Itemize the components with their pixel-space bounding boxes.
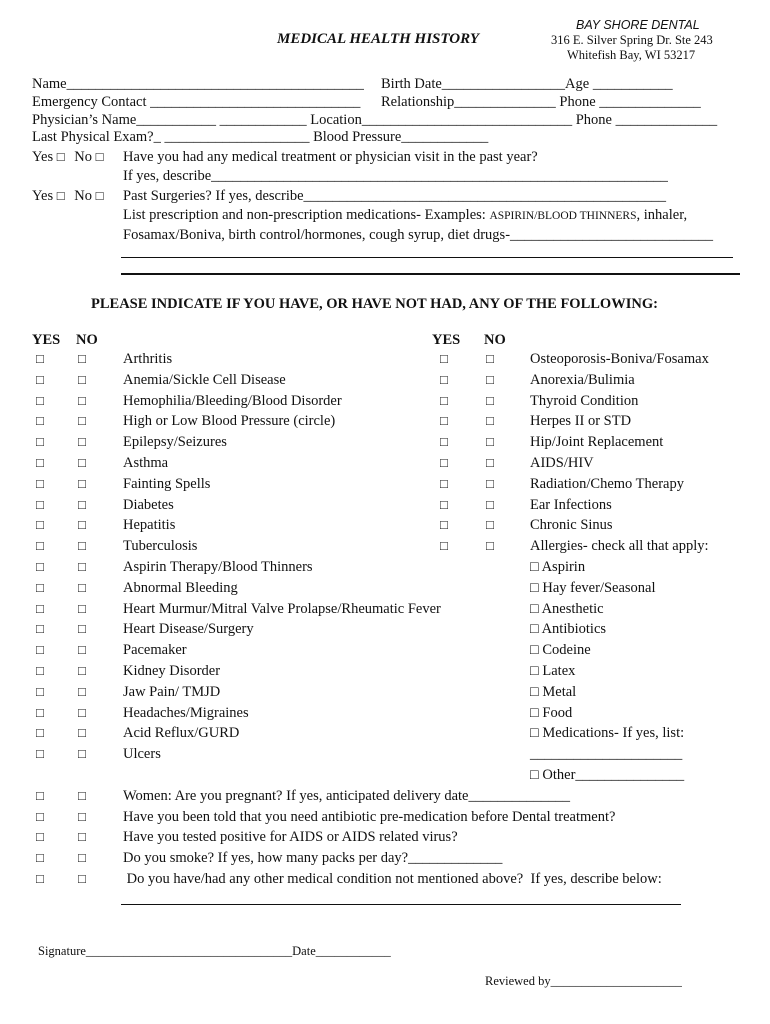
yes-checkbox[interactable]: □ xyxy=(36,600,44,616)
no-checkbox[interactable]: □ xyxy=(78,496,86,512)
no-checkbox[interactable]: □ xyxy=(78,704,86,720)
no-checkbox[interactable]: □ xyxy=(78,621,86,637)
medications-line1 xyxy=(123,206,687,225)
condition-label: Heart Murmur/Mitral Valve Prolapse/Rheumatic Fever xyxy=(123,600,441,617)
no-label: No xyxy=(74,149,92,165)
condition-label: Allergies- check all that apply: xyxy=(530,538,709,555)
condition-label: Thyroid Condition xyxy=(530,392,639,409)
yes-checkbox[interactable]: □ xyxy=(36,683,44,699)
condition-label: AIDS/HIV xyxy=(530,455,594,471)
allergy-option[interactable]: □ Latex xyxy=(530,663,576,679)
checkbox[interactable]: □ xyxy=(56,149,65,164)
no-checkbox[interactable]: □ xyxy=(78,683,86,699)
no-checkbox[interactable]: □ xyxy=(78,455,86,470)
allergy-option[interactable]: □ Food xyxy=(530,704,573,721)
no-checkbox[interactable]: □ xyxy=(78,663,86,678)
no-checkbox[interactable]: □ xyxy=(78,538,86,554)
condition-label: Hip/Joint Replacement xyxy=(530,434,664,451)
yes-checkbox[interactable]: □ xyxy=(36,829,44,845)
checkbox[interactable]: □ xyxy=(95,188,104,203)
no-checkbox[interactable]: □ xyxy=(486,538,494,554)
condition-label: Aspirin Therapy/Blood Thinners xyxy=(123,559,313,575)
question-label: Have you tested positive for AIDS or AIDS related virus? xyxy=(123,829,458,846)
question-label: Women: Are you pregnant? If yes, anticipated delivery date______________ xyxy=(123,787,570,804)
no-checkbox[interactable]: □ xyxy=(486,475,494,491)
condition-label: Herpes II or STD xyxy=(530,413,632,430)
allergy-option[interactable]: □ Codeine xyxy=(530,642,591,659)
condition-label: Pacemaker xyxy=(123,642,187,659)
allergy-option[interactable]: □ Antibiotics xyxy=(530,621,607,638)
yes-checkbox[interactable]: □ xyxy=(440,475,448,491)
yes-checkbox[interactable]: □ xyxy=(440,517,448,533)
practice-address-line1: 316 E. Silver Spring Dr. Ste 243 xyxy=(551,33,713,47)
medications-text-end: , inhaler, xyxy=(636,207,688,223)
yes-checkbox[interactable]: □ xyxy=(440,538,448,554)
condition-label: Kidney Disorder xyxy=(123,663,221,679)
allergy-option[interactable]: □ Anesthetic xyxy=(530,600,604,617)
yes-checkbox[interactable]: □ xyxy=(36,351,44,366)
condition-label: Hemophilia/Bleeding/Blood Disorder xyxy=(123,392,342,409)
no-checkbox[interactable]: □ xyxy=(486,371,494,387)
no-checkbox[interactable]: □ xyxy=(78,829,86,845)
q2-text[interactable]: Past Surgeries? If yes, describe__________________________________________________ xyxy=(123,188,667,204)
allergy-option[interactable]: _____________________ xyxy=(530,746,683,763)
yes-checkbox[interactable]: □ xyxy=(36,517,44,533)
yes-checkbox[interactable]: □ xyxy=(36,808,44,824)
condition-label: Radiation/Chemo Therapy xyxy=(530,475,684,492)
yes-checkbox[interactable]: □ xyxy=(36,787,44,803)
yes-header-right: YES xyxy=(432,332,461,348)
yes-checkbox[interactable]: □ xyxy=(36,538,44,554)
no-label: No xyxy=(74,188,92,204)
question-label: Have you been told that you need antibiotic pre-medication before Dental treatment? xyxy=(123,808,616,825)
name-field[interactable]: Name_________________________________________ xyxy=(32,76,364,92)
no-header-left: NO xyxy=(76,332,98,348)
condition-label: Ear Infections xyxy=(530,496,612,513)
yes-header-left: YES xyxy=(32,332,61,348)
yes-checkbox[interactable]: □ xyxy=(36,496,44,512)
medications-line2-field[interactable]: Fosamax/Boniva, birth control/hormones, cough syrup, diet drugs-____________________________ xyxy=(123,227,714,243)
condition-label: Ulcers xyxy=(123,746,161,763)
yes-label: Yes xyxy=(32,149,54,165)
yes-checkbox[interactable]: □ xyxy=(440,351,448,366)
practice-name: BAY SHORE DENTAL xyxy=(576,18,700,32)
condition-label: Epilepsy/Seizures xyxy=(123,434,227,451)
yes-checkbox[interactable]: □ xyxy=(36,579,44,595)
condition-label: Asthma xyxy=(123,455,169,471)
checkbox[interactable]: □ xyxy=(56,188,65,203)
emergency-contact-field[interactable]: Emergency Contact _____________________________ xyxy=(32,94,361,110)
yes-checkbox[interactable]: □ xyxy=(36,455,44,470)
no-checkbox[interactable]: □ xyxy=(78,413,86,429)
relationship-phone-field[interactable]: Relationship______________ Phone ______________ xyxy=(381,94,701,110)
no-checkbox[interactable]: □ xyxy=(78,600,86,616)
yes-checkbox[interactable]: □ xyxy=(36,704,44,720)
yes-checkbox[interactable]: □ xyxy=(440,371,448,387)
condition-label: Headaches/Migraines xyxy=(123,704,249,721)
no-checkbox[interactable]: □ xyxy=(78,579,86,595)
yes-checkbox[interactable]: □ xyxy=(36,434,44,450)
no-checkbox[interactable]: □ xyxy=(78,746,86,762)
yes-checkbox[interactable]: □ xyxy=(36,413,44,429)
yes-checkbox[interactable]: □ xyxy=(36,392,44,408)
no-checkbox[interactable]: □ xyxy=(78,559,86,574)
section-divider xyxy=(121,273,740,275)
no-checkbox[interactable]: □ xyxy=(78,434,86,450)
no-checkbox[interactable]: □ xyxy=(78,725,86,741)
q1-describe-field[interactable]: If yes, describe_______________________________________________________________ xyxy=(123,168,668,184)
yes-checkbox[interactable]: □ xyxy=(440,496,448,512)
allergy-option[interactable]: □ Aspirin xyxy=(530,559,586,575)
physician-location-phone-field[interactable]: Physician’s Name___________ ____________ Location_____________________________ Phone ______________ xyxy=(32,112,718,128)
no-checkbox[interactable]: □ xyxy=(78,351,86,366)
allergy-option[interactable]: □ Other_______________ xyxy=(530,767,685,783)
no-header-right: NO xyxy=(484,332,506,348)
yes-checkbox[interactable]: □ xyxy=(36,559,44,574)
birth-date-age-field[interactable]: Birth Date_________________Age ___________ xyxy=(381,76,673,92)
no-checkbox[interactable]: □ xyxy=(78,642,86,658)
no-checkbox[interactable]: □ xyxy=(78,475,86,491)
condition-label: Arthritis xyxy=(123,351,173,367)
yes-checkbox[interactable]: □ xyxy=(36,642,44,658)
yes-checkbox[interactable]: □ xyxy=(36,725,44,741)
yes-checkbox[interactable]: □ xyxy=(440,392,448,408)
no-checkbox[interactable]: □ xyxy=(486,413,494,429)
no-checkbox[interactable]: □ xyxy=(486,434,494,450)
q1-text: Have you had any medical treatment or physician visit in the past year? xyxy=(123,149,538,165)
condition-label: Fainting Spells xyxy=(123,475,211,492)
question-label: Do you smoke? If yes, how many packs per day?_____________ xyxy=(123,850,503,867)
q2-yes-no xyxy=(32,187,103,205)
no-checkbox[interactable]: □ xyxy=(78,517,86,533)
condition-label: Hepatitis xyxy=(123,517,176,534)
reviewed-by-field[interactable]: Reviewed by_____________________ xyxy=(485,974,682,988)
q1-yes-no xyxy=(32,148,103,166)
checkbox[interactable]: □ xyxy=(95,149,104,164)
no-checkbox[interactable]: □ xyxy=(78,371,86,387)
yes-checkbox[interactable]: □ xyxy=(36,746,44,762)
condition-label: Anemia/Sickle Cell Disease xyxy=(123,371,286,388)
yes-label: Yes xyxy=(32,188,54,204)
form-title: MEDICAL HEALTH HISTORY xyxy=(277,31,479,47)
condition-label: Acid Reflux/GURD xyxy=(123,725,240,742)
yes-checkbox[interactable]: □ xyxy=(36,371,44,387)
yes-checkbox[interactable]: □ xyxy=(440,413,448,429)
medications-text: List prescription and non-prescription medications- Examples: xyxy=(123,207,490,223)
last-physical-bp-field[interactable]: Last Physical Exam?_ ____________________ Blood Pressure____________ xyxy=(32,129,489,145)
yes-checkbox[interactable]: □ xyxy=(36,475,44,491)
condition-label: Heart Disease/Surgery xyxy=(123,621,254,638)
no-checkbox[interactable]: □ xyxy=(78,871,86,886)
condition-label: Osteoporosis-Boniva/Fosamax xyxy=(530,351,709,367)
practice-address-line2: Whitefish Bay, WI 53217 xyxy=(567,48,696,62)
signature-date-field[interactable]: Signature_________________________________Date____________ xyxy=(38,944,391,958)
no-checkbox[interactable]: □ xyxy=(78,392,86,408)
no-checkbox[interactable]: □ xyxy=(486,351,494,366)
no-checkbox[interactable]: □ xyxy=(78,787,86,803)
no-checkbox[interactable]: □ xyxy=(78,808,86,824)
no-checkbox[interactable]: □ xyxy=(78,850,86,866)
allergy-option[interactable]: □ Hay fever/Seasonal xyxy=(530,579,656,596)
medications-blank-line[interactable] xyxy=(121,257,733,258)
yes-checkbox[interactable]: □ xyxy=(36,871,44,886)
no-checkbox[interactable]: □ xyxy=(486,517,494,533)
section-heading: PLEASE INDICATE IF YOU HAVE, OR HAVE NOT HAD, ANY OF THE FOLLOWING: xyxy=(91,296,658,312)
condition-label: High or Low Blood Pressure (circle) xyxy=(123,413,336,430)
condition-label: Anorexia/Bulimia xyxy=(530,371,635,388)
allergy-option[interactable]: □ Metal xyxy=(530,683,577,700)
condition-label: Tuberculosis xyxy=(123,538,198,555)
no-checkbox[interactable]: □ xyxy=(486,455,494,470)
no-checkbox[interactable]: □ xyxy=(486,496,494,512)
question-label: Do you have/had any other medical condition not mentioned above? If yes, describe below: xyxy=(123,871,662,887)
yes-checkbox[interactable]: □ xyxy=(36,850,44,866)
no-checkbox[interactable]: □ xyxy=(486,392,494,408)
condition-label: Jaw Pain/ TMJD xyxy=(123,683,221,700)
condition-label: Diabetes xyxy=(123,496,174,513)
medications-example-caps: ASPIRIN/BLOOD THINNERS xyxy=(489,210,637,222)
yes-checkbox[interactable]: □ xyxy=(36,663,44,678)
yes-checkbox[interactable]: □ xyxy=(440,455,448,470)
yes-checkbox[interactable]: □ xyxy=(440,434,448,450)
other-condition-blank-line[interactable] xyxy=(121,904,681,905)
condition-label: Chronic Sinus xyxy=(530,517,613,534)
yes-checkbox[interactable]: □ xyxy=(36,621,44,637)
condition-label: Abnormal Bleeding xyxy=(123,579,238,596)
allergy-option[interactable]: □ Medications- If yes, list: xyxy=(530,725,685,742)
